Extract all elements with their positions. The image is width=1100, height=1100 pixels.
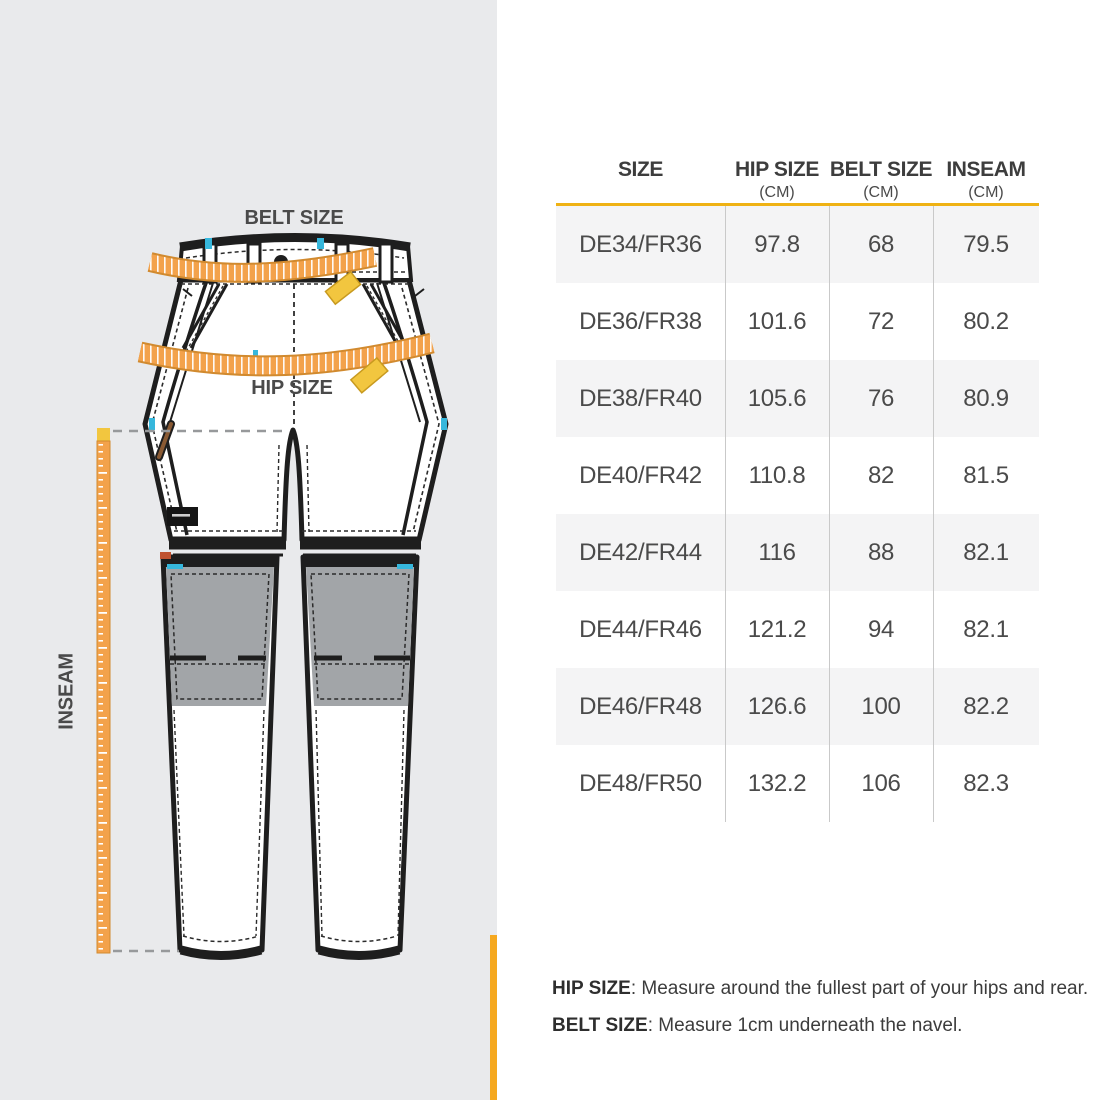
size-cell: DE48/FR50	[579, 769, 702, 797]
table-row	[556, 745, 1039, 822]
inseam-cell: 80.2	[963, 307, 1009, 335]
column-header-belt-size: BELT SIZE (CM)	[829, 158, 933, 201]
column-divider	[725, 206, 726, 822]
inseam-cell: 81.5	[963, 461, 1009, 489]
inseam-cell: 82.3	[963, 769, 1009, 797]
inseam-label: INSEAM	[55, 653, 78, 730]
hip-cell: 132.2	[747, 769, 807, 797]
belt-size-label: BELT SIZE	[244, 207, 344, 229]
cyan-accent	[441, 418, 447, 430]
size-cell: DE44/FR46	[579, 615, 702, 643]
table-row	[556, 206, 1039, 283]
belt-cell: 106	[861, 769, 901, 797]
table-row	[556, 668, 1039, 745]
hip-size-note: HIP SIZE: Measure around the fullest part of your hips and rear.	[552, 978, 1089, 999]
hip-cell: 126.6	[747, 692, 807, 720]
lower-leg-left	[160, 552, 277, 956]
knee-panel-right	[306, 567, 414, 706]
table-row	[556, 283, 1039, 360]
size-table	[556, 139, 1039, 822]
measurement-notes	[552, 970, 1088, 1044]
belt-cell: 72	[867, 307, 895, 335]
inseam-cell: 82.2	[963, 692, 1009, 720]
inseam-cell: 80.9	[963, 384, 1009, 412]
column-divider	[933, 206, 934, 822]
belt-cell: 68	[867, 230, 895, 258]
belt-size-note: BELT SIZE: Measure 1cm underneath the navel.	[552, 1015, 963, 1036]
brand-patch	[167, 507, 198, 526]
size-cell: DE38/FR40	[579, 384, 702, 412]
inseam-cell: 79.5	[963, 230, 1009, 258]
column-header-size: SIZE	[617, 158, 664, 181]
lower-leg-right	[303, 557, 417, 956]
size-cell: DE34/FR36	[579, 230, 702, 258]
illustration-panel	[0, 0, 497, 1100]
belt-cell: 100	[861, 692, 901, 720]
size-cell: DE42/FR44	[579, 538, 702, 566]
belt-cell: 88	[867, 538, 895, 566]
column-divider	[829, 206, 830, 822]
hip-cell: 110.8	[748, 461, 806, 489]
column-header-hip-size: HIP SIZE (CM)	[735, 158, 819, 201]
table-header	[556, 139, 1039, 203]
cyan-accent	[149, 418, 155, 430]
hip-cell: 121.2	[747, 615, 807, 643]
inseam-cell: 82.1	[963, 615, 1009, 643]
hip-cell: 116	[758, 538, 796, 566]
table-row	[556, 514, 1039, 591]
belt-cell: 76	[867, 384, 895, 412]
inseam-cell: 82.1	[963, 538, 1009, 566]
hip-cell: 105.6	[747, 384, 807, 412]
size-cell: DE36/FR38	[579, 307, 702, 335]
table-body	[556, 206, 1039, 822]
accent-bar	[490, 935, 497, 1100]
hip-size-label: HIP SIZE	[251, 377, 333, 399]
inseam-ruler-icon	[97, 428, 110, 953]
table-row	[556, 360, 1039, 437]
pants-illustration	[0, 0, 497, 1100]
size-cell: DE40/FR42	[579, 461, 702, 489]
size-cell: DE46/FR48	[579, 692, 702, 720]
knee-panel-left	[166, 567, 274, 706]
table-row	[556, 591, 1039, 668]
hip-cell: 97.8	[754, 230, 800, 258]
belt-cell: 82	[867, 461, 895, 489]
table-row	[556, 437, 1039, 514]
column-header-inseam: INSEAM (CM)	[946, 158, 1026, 201]
belt-cell: 94	[867, 615, 895, 643]
hip-cell: 101.6	[747, 307, 807, 335]
shorts-body	[145, 280, 446, 540]
